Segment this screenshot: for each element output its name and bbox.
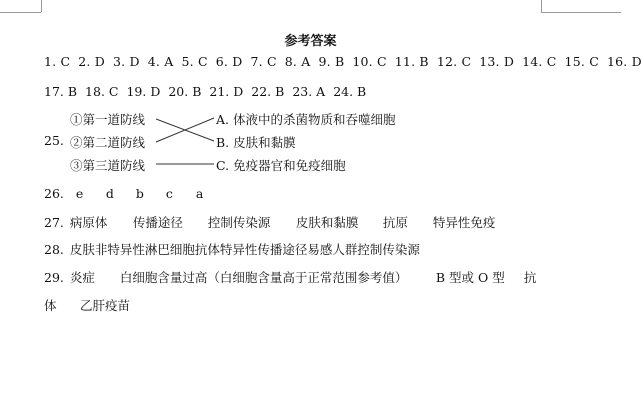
answer-item: 17. B — [44, 84, 78, 99]
q25-left-item-3: ③第三道防线 — [70, 158, 146, 173]
answer-item: 24. B — [333, 84, 367, 99]
q27-answer: 病原体 — [69, 215, 108, 230]
answer-item: 6. D — [215, 54, 243, 69]
q27-line — [44, 213, 495, 231]
q28-answer: 皮肤非特异性淋巴细胞抗体特异性传播途径易感人群控制传染源 — [69, 242, 420, 257]
answer-item: 22. B — [251, 84, 285, 99]
answer-item: 14. C — [522, 54, 557, 69]
q25-left-item-2: ②第二道防线 — [70, 135, 146, 150]
q29-answer: 炎症 — [69, 270, 95, 285]
q26-answer: c — [165, 186, 173, 201]
answer-item: 9. B — [318, 54, 345, 69]
q29-number: 29. — [44, 270, 64, 285]
q27-answer: 传播途径 — [132, 215, 183, 230]
q26-answer: e — [75, 186, 84, 201]
connector-line-2-a — [156, 118, 214, 142]
q29-answer: 体 — [44, 298, 57, 313]
answer-item: 12. C — [436, 54, 472, 69]
q25-right-item-c: C. 免疫器官和免疫细胞 — [216, 158, 346, 173]
answer-item: 1. C — [44, 54, 71, 69]
q29-line-1 — [44, 268, 536, 286]
answer-item: 8. A — [284, 54, 311, 69]
q27-answer: 特异性免疫 — [432, 215, 496, 230]
answer-item: 19. D — [126, 84, 161, 99]
answer-item: 10. C — [352, 54, 387, 69]
q27-answer: 控制传染源 — [207, 215, 271, 230]
answer-item: 3. D — [113, 54, 140, 69]
answer-item: 5. C — [181, 54, 208, 69]
q29-answer: 乙肝疫苗 — [80, 298, 131, 313]
q28-number: 28. — [44, 242, 64, 257]
answer-item: 20. B — [168, 84, 202, 99]
q28-line — [44, 240, 420, 258]
q26-answer: b — [135, 186, 144, 201]
answer-item: 15. C — [564, 54, 599, 69]
q25-right-item-a: A. 体液中的杀菌物质和吞噬细胞 — [216, 112, 396, 127]
answer-item: 4. A — [147, 54, 174, 69]
q27-number: 27. — [44, 215, 64, 230]
q25-left-item-1: ①第一道防线 — [70, 112, 146, 127]
answer-item: 7. C — [250, 54, 277, 69]
q29-line-2 — [44, 296, 130, 314]
q27-answer: 抗原 — [382, 215, 408, 230]
answer-item: 21. D — [209, 84, 244, 99]
q26-number: 26. — [44, 186, 64, 201]
q26-answer: a — [195, 186, 204, 201]
q26-line — [44, 186, 203, 201]
answer-item: 16. D — [606, 54, 642, 69]
answer-item: 11. B — [394, 54, 429, 69]
q25-number: 25. — [44, 133, 64, 148]
q29-answer: B 型或 O 型 — [435, 270, 505, 285]
answer-item: 13. D — [479, 54, 515, 69]
q26-answer: d — [105, 186, 114, 201]
q25-right-item-b: B. 皮肤和黏膜 — [216, 135, 296, 150]
answer-item: 18. C — [85, 84, 119, 99]
page-title: 参考答案 — [284, 34, 337, 49]
answer-item: 2. D — [78, 54, 105, 69]
q27-answer: 皮肤和黏膜 — [295, 215, 359, 230]
q29-answer: 抗 — [523, 270, 537, 285]
q29-answer: 白细胞含量过高（白细胞含量高于正常范围参考值） — [119, 270, 408, 285]
answer-item: 23. A — [292, 84, 326, 99]
